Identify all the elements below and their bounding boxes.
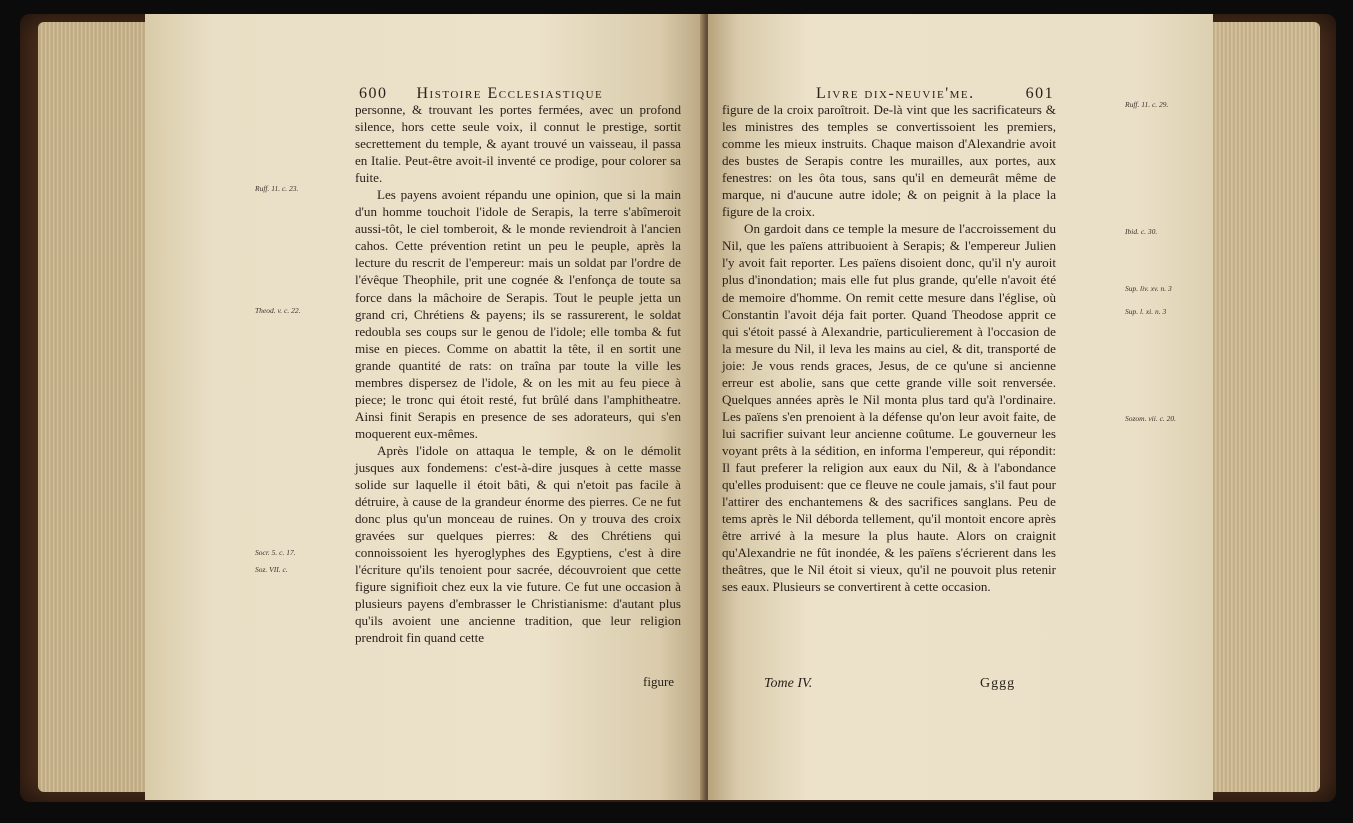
paragraph: On gardoit dans ce temple la mesure de l'accroissement du Nil, que les païens attribuoient à Serapis; & l'empereur Julien l'y avoit fait reporter. Les païens disoient donc, qu'il n'y auroit plus d'inondation; mais elle fut plus grande, qu'elle n'avoit été de memoire d'homme. On remit cette mesure dans l'église, où Constantin l'avoit déja fait porter. Quand Theodose apprit ce qui s'étoit passé à Alexandrie, particulierement à l'occasion de la mesure du Nil, il leva les mains au ciel, & dit, transporté de joie: Je vous rends graces, Jesus, de ce qu'une si ancienne erreur est abolie, sans que cette grande ville soit renversée. Quelques années après le Nil monta plus tard qu'à l'ordinaire. Les païens s'en prenoient à la défense qu'on leur avoit faite, de lui sacrifier suivant leur ancienne coûtume. Le gouverneur les voyant prêts à la sédition, en informa l'empereur, qui répondit: Il faut preferer la religion aux eaux du Nil, & à l'abondance qu'elles produisent: que ce fleuve ne coule jamais, s'il faut pour l'attirer des enchantemens & des sacrifices sanglans. Peu de tems après le Nil déborda tellement, qu'il montoit encore après être arrivé à la mesure la plus haute. Alors on craignit qu'Alexandrie ne fût inondée, & les païens s'écrierent dans les theâtres, que le Nil étoit si vieux, qu'il ne pouvoit plus retenir ses eaux. Plusieurs se convertirent à cette occasion. bbox=[722, 221, 1056, 595]
margin-note: Theod. v. c. 22. bbox=[255, 306, 301, 315]
left-page bbox=[145, 14, 705, 800]
catchword: figure bbox=[643, 674, 675, 689]
right-page-edges bbox=[1200, 22, 1320, 792]
signature-mark: Gggg bbox=[980, 676, 1016, 691]
paragraph: personne, & trouvant les portes fermées, avec un profond silence, hors cette seule voix, il connut le prestige, sortit secrettement du temple, & ayant trouvé un vaisseau, il passa en Italie. Peut-être avoit-il inventé ce prodige, pour colorer sa fuite. bbox=[355, 102, 681, 186]
right-body-text bbox=[722, 101, 1056, 595]
right-header-title: Livre dix-neuvie'me. bbox=[816, 85, 975, 102]
right-page-number: 601 bbox=[1025, 85, 1055, 102]
paragraph: Les payens avoient répandu une opinion, que si la main d'un homme touchoit l'idole de Serapis, la terre s'abîmeroit aussi-tôt, le ciel tomberoit, & le monde reviendroit à l'ancien cahos. Cette prévention retint un peu le peuple, après la lecture du rescrit de l'empereur: mais un soldat par l'ordre de l'évêque Theophile, prit une cognée & l'enfonça de toute sa force dans la mâchoire de Serapis. Tout le peuple jetta un grand cri, Chrétiens & payens; ils se rassurerent, le soldat redoubla ses coups sur le genou de l'idole; elle tomba & fut mise en pieces. Comme on abattit la tête, il en sortit une grande quantité de rats: on traîna par toute la ville les membres dispersez de l'idole, & on les mit au feu piece à piece; le tronc qui étoit resté, fut brûlé dans l'amphitheatre. Ainsi finit Serapis en presence de ses adorateurs, qui s'en moquerent eux-mêmes. bbox=[355, 187, 681, 441]
right-page bbox=[708, 14, 1213, 800]
margin-note: Soz. VII. c. bbox=[255, 565, 288, 574]
margin-note: Sozom. vii. c. 20. bbox=[1125, 414, 1177, 423]
paragraph: figure de la croix paroîtroit. De-là vint que les sacrificateurs & les ministres des temples se convertissoient les premiers, comme les mieux instruits. Chaque maison d'Alexandrie avoit des bustes de Serapis contre les murailles, aux portes, aux fenestres: on les ôta tous, sans qu'il en demeurât même de marque, ni d'aucune autre idole; & on peignit à la place la figure de la croix. bbox=[722, 102, 1056, 220]
left-page-number: 600 bbox=[359, 85, 388, 102]
left-header-title: Histoire Ecclesiastique bbox=[416, 85, 604, 102]
margin-note: Socr. 5. c. 17. bbox=[255, 548, 296, 557]
margin-note: Sup. l. xi. n. 3 bbox=[1125, 307, 1167, 316]
paragraph: Après l'idole on attaqua le temple, & on le démolit jusques aux fondemens: c'est-à-dire jusques à cette masse solide sur laquelle il étoit bâti, & qui n'etoit pas facile à détruire, à cause de la grandeur énorme des pierres. Ce ne fut donc plus qu'un monceau de ruines. On y trouva des croix gravées sur quelques pierres: & des Chrétiens qui connoissoient les hyeroglyphes des Egyptiens, c'est à dire l'écriture qu'ils tenoient pour sacrée, découvroient que cette figure signifioit chez eux la vie future. Ce fut une occasion à plusieurs payens d'embrasser le Christianisme: d'autant plus qu'ils avoient une ancienne tradition, que leur religion prendroit fin quand cette bbox=[355, 442, 681, 646]
left-body-text bbox=[355, 101, 681, 647]
volume-footer bbox=[764, 676, 812, 692]
margin-note: Ruff. 11. c. 23. bbox=[255, 184, 299, 193]
left-page-edges bbox=[38, 22, 150, 792]
margin-note: Sup. liv. xv. n. 3 bbox=[1125, 284, 1172, 293]
volume-label: Tome IV. bbox=[764, 676, 813, 691]
margin-note: Ibid. c. 30. bbox=[1125, 227, 1158, 236]
margin-note: Ruff. 11. c. 29. bbox=[1125, 100, 1169, 109]
